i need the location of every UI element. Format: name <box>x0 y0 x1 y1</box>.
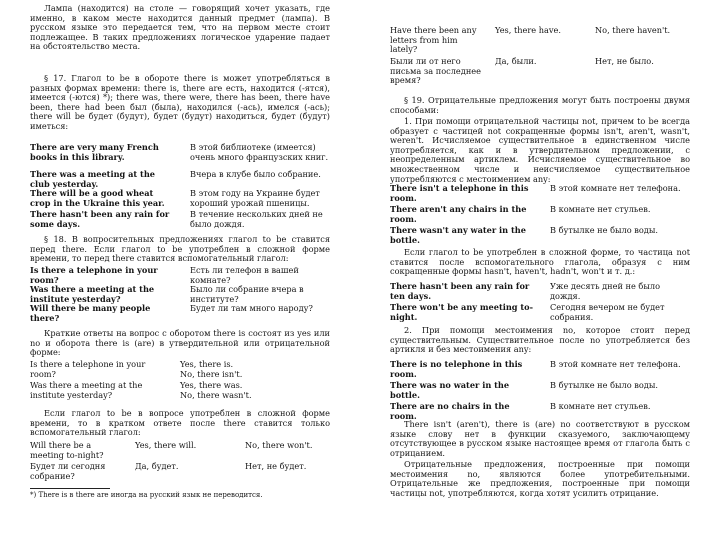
top-yes: Да, были. <box>495 56 537 66</box>
paragraph-lamp: Лампа (находится) на столе — говорящий хочет указать, где именно, в каком месте находится данный предмет (лампа). В русском языке это передается тем, что на первом месте стоит подлежащее. В таких предложениях логическое ударение падает на обстоятельство места. <box>30 3 330 52</box>
short-question: Was there a meeting at the institute yesterday? <box>30 380 143 400</box>
example-19a-ru: В этой комнате нет телефона. <box>550 183 681 193</box>
example-19c-en: There are no chairs in the room. <box>390 401 510 421</box>
short-answer-yes: Yes, there was. <box>180 380 243 390</box>
complex-no: Нет, не будет. <box>245 461 307 471</box>
example-19b-ru: Сегодня вечером не будет собрания. <box>550 302 665 322</box>
complex-question: Будет ли сегодня собрание? <box>30 461 106 481</box>
summary-paragraph: There isn't (aren't), there is (are) no соответствуют в русском языке слову нет в функции сказуемого, заключающему отсутствующее в русском языке настоящее время от глагола быть с отрицанием. <box>390 419 690 458</box>
example-19c-en: There is no telephone in this room. <box>390 359 523 379</box>
complex-yes: Yes, there will. <box>135 440 197 450</box>
section-18-paragraph: § 18. В вопросительных предложениях глагол to be ставится перед there. Если глагол to be употреблен в сложной форме времени, то перед there ставится вспомогательный глагол: <box>30 234 330 264</box>
example-19a-en: There isn't a telephone in this room. <box>390 183 529 203</box>
example-19b-ru: Уже десять дней не было дождя. <box>550 281 661 301</box>
complex-negation-paragraph: Если глагол to be употреблен в сложной форме, то частица not ставится после вспомогательного глагола, образуя с ним сокращенные формы hasn't, haven't, hadn't, won't и т. д.: <box>390 247 690 277</box>
top-no: No, there haven't. <box>595 25 671 35</box>
example-18-ru: Будет ли там много народу? <box>190 303 313 313</box>
short-answer-yes: Yes, there is. <box>180 359 234 369</box>
example-19c-ru: В этой комнате нет телефона. <box>550 359 681 369</box>
example-17-ru: В этом году на Украине будет хороший урожай пшеницы. <box>190 188 320 208</box>
complex-no: No, there won't. <box>245 440 313 450</box>
example-19a-en: There aren't any chairs in the room. <box>390 204 527 224</box>
right-page <box>360 0 720 540</box>
footnote: *) There is в there are иногда на русский язык не переводится. <box>30 491 263 499</box>
example-17-ru: Вчера в клубе было собрание. <box>190 169 321 179</box>
section-19-part2: 2. При помощи местоимения no, которое стоит перед существительным. Существительное после no употребляется без артикля и без местоимения any: <box>390 325 690 355</box>
example-18-ru: Есть ли телефон в вашей комнате? <box>190 265 299 285</box>
example-18-ru: Было ли собрание вчера в институте? <box>190 284 304 304</box>
examples-18 <box>30 266 330 326</box>
example-19c-ru: В бутылке не было воды. <box>550 380 658 390</box>
short-answers-paragraph: Краткие ответы на вопрос с оборотом there is состоят из yes или no и оборота there is (are) в утвердительной или отрицательной форме: <box>30 328 330 358</box>
short-question: Is there a telephone in your room? <box>30 359 146 379</box>
short-answer-no: No, there wasn't. <box>180 390 252 400</box>
short-answer-no: No, there isn't. <box>180 369 243 379</box>
section-19-paragraph: § 19. Отрицательные предложения могут быть построены двумя способами: <box>390 95 690 115</box>
complex-answers <box>30 441 330 483</box>
usage-paragraph: Отрицательные предложения, построенные при помощи местоимения no, являются более употребительными. Отрицательные же предложения, построенные при помощи частицы not, употребляются, когда хотят усилить отрицание. <box>390 459 690 498</box>
example-17-en: There hasn't been any rain for some days. <box>30 209 170 229</box>
example-19c-ru: В комнате нет стульев. <box>550 401 651 411</box>
section-19-part1: 1. При помощи отрицательной частицы not, причем to be всегда образует с частицей not сокращенные формы isn't, aren't, wasn't, weren't. Исчисляемое существительное в единственном числе употребляется, как и в утвердительном предложении, с неопределенным артиклем. Исчисляемое существительное во множественном числе и неисчисляемое существительное употребляются с местоимением any: <box>390 116 690 184</box>
example-19a-en: There wasn't any water in the bottle. <box>390 225 526 245</box>
top-yes: Yes, there have. <box>495 25 561 35</box>
examples-19c <box>390 360 690 420</box>
example-19a-ru: В бутылке не было воды. <box>550 225 658 235</box>
example-17-en: There will be a good wheat crop in the Ukraine this year. <box>30 188 165 208</box>
top-question: Были ли от него письма за последнее время? <box>390 56 481 86</box>
example-18-en: Was there a meeting at the institute yesterday? <box>30 284 155 304</box>
example-19b-en: There won't be any meeting to-night. <box>390 302 534 322</box>
footnote-rule <box>30 488 110 489</box>
example-17-en: There are very many French books in this library. <box>30 142 159 162</box>
complex-form-paragraph: Если глагол to be в вопросе употреблен в сложной форме времени, то в кратком ответе после there ставится только вспомогательный глагол: <box>30 408 330 438</box>
examples-19a <box>390 184 690 254</box>
example-17-en: There was a meeting at the club yesterday. <box>30 169 155 189</box>
example-19a-ru: В комнате нет стульев. <box>550 204 651 214</box>
example-17-ru: В этой библиотеке (имеется) очень много французских книг. <box>190 142 329 162</box>
example-19c-en: There was no water in the bottle. <box>390 380 510 400</box>
example-17-ru: В течение нескольких дней не было дождя. <box>190 209 323 229</box>
example-19b-en: There hasn't been any rain for ten days. <box>390 281 530 301</box>
examples-19b <box>390 282 690 326</box>
example-18-en: Is there a telephone in your room? <box>30 265 158 285</box>
complex-question: Will there be a meeting to-night? <box>30 440 104 460</box>
short-answers <box>30 360 330 406</box>
top-answers <box>390 26 690 86</box>
example-18-en: Will there be many people there? <box>30 303 151 323</box>
section-17-paragraph: § 17. Глагол to be в обороте there is может употребляться в разных формах времени: there is, there are есть, находится (-ятся), имеется (-ются) *); there was, there were, there has been, there have been, there had been был (была), находился (-ась), имелся (-ась); there will be будет (будут), будет (будут) находиться, будет (будут) иметься: <box>30 73 330 131</box>
top-no: Нет, не было. <box>595 56 654 66</box>
top-question: Have there been any letters from him lately? <box>390 25 477 55</box>
complex-yes: Да, будет. <box>135 461 179 471</box>
